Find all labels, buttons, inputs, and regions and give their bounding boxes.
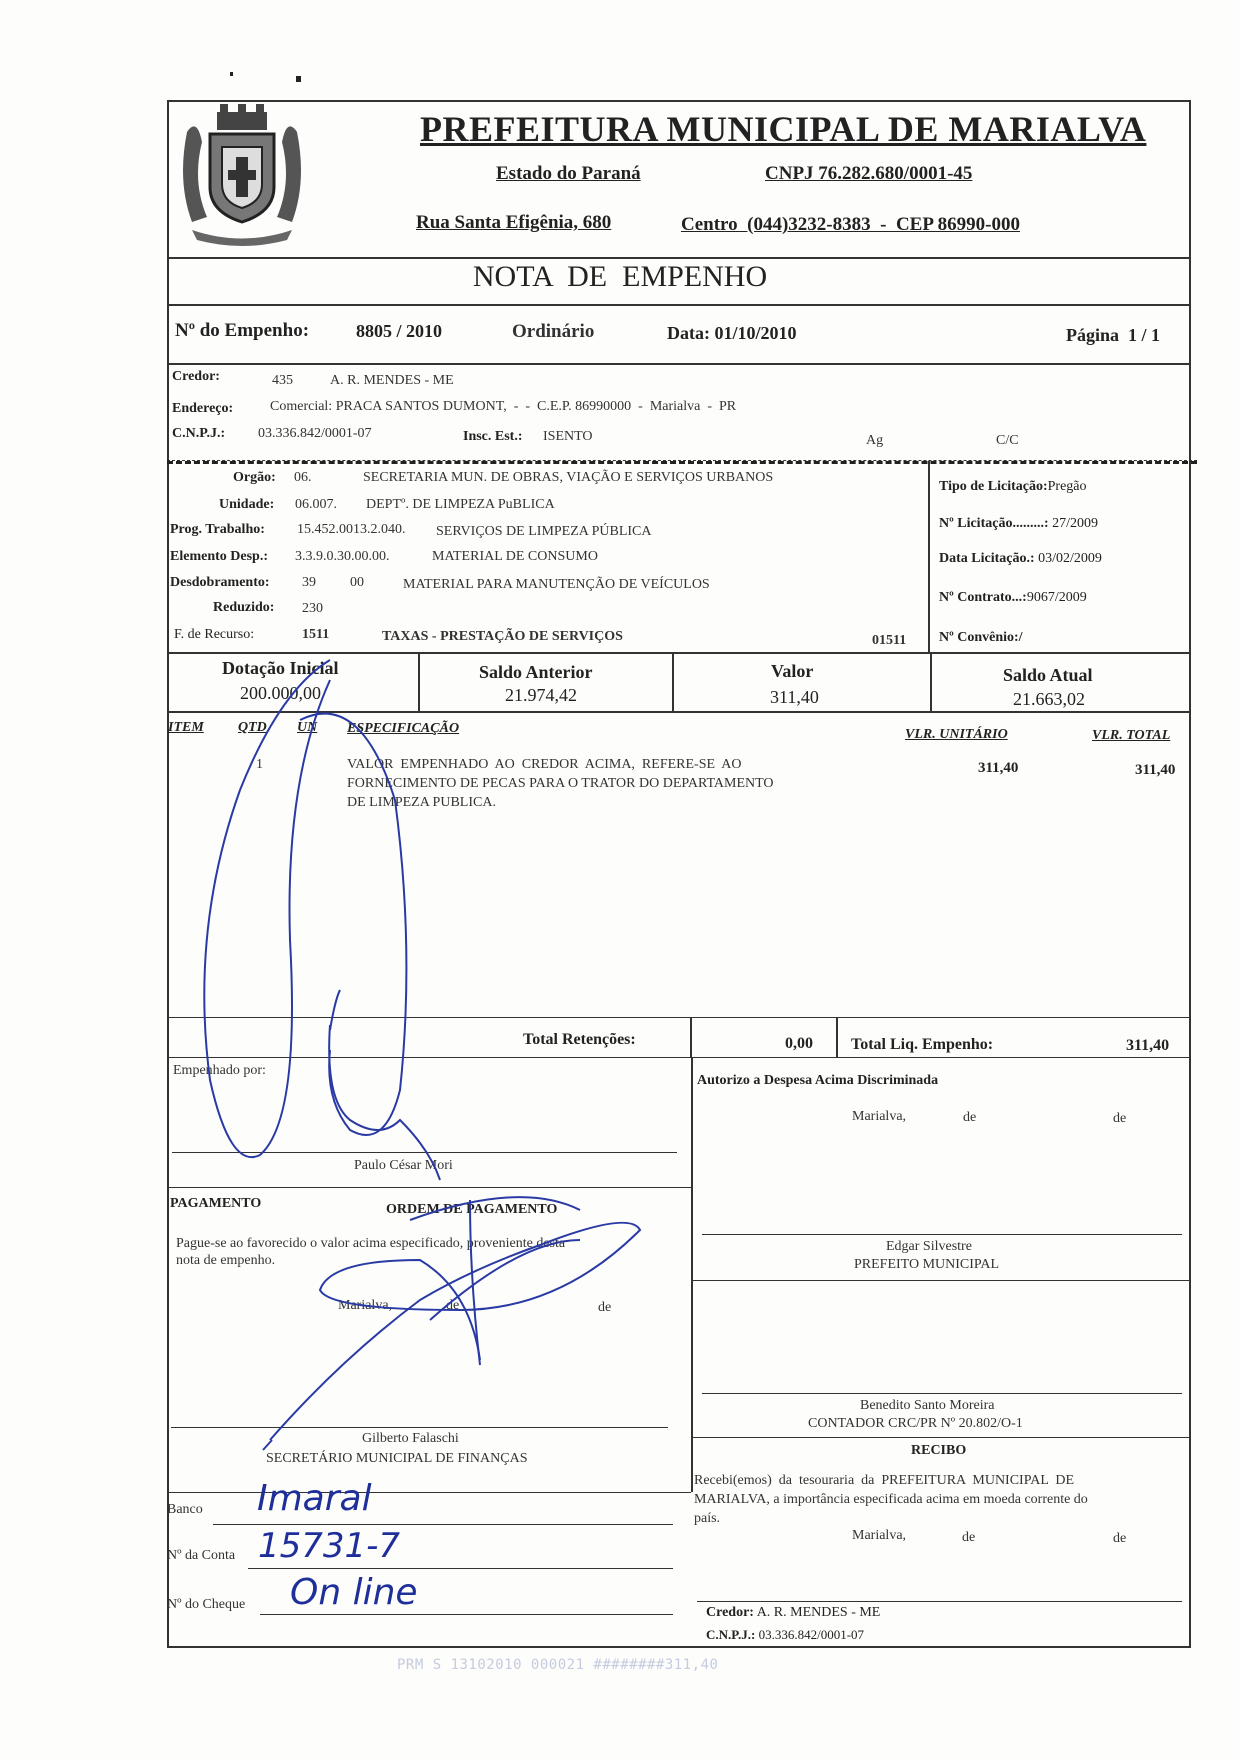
desdobramento-desc: MATERIAL PARA MANUTENÇÃO DE VEÍCULOS xyxy=(403,577,710,592)
empenhado-label: Empenhado por: xyxy=(173,1063,266,1078)
conta-label: Nº da Conta xyxy=(167,1548,236,1563)
unidade-value: 06.007. xyxy=(295,497,337,512)
elemento-label: Elemento Desp.: xyxy=(170,549,268,564)
col-qtd: QTD xyxy=(238,720,267,735)
insc-label: Insc. Est.: xyxy=(463,429,523,444)
pague-line-2: nota de empenho. xyxy=(176,1253,276,1268)
credor-label: Credor: xyxy=(172,369,220,384)
desdobramento-value-2: 00 xyxy=(350,575,364,590)
retencoes-value: 0,00 xyxy=(785,1035,813,1052)
col-especificacao: ESPECIFICAÇÃO xyxy=(347,721,460,736)
recibo-de-2: de xyxy=(1113,1531,1127,1546)
licitacao-tipo-label: Tipo de Licitação: xyxy=(939,479,1048,494)
unidade-label: Unidade: xyxy=(219,497,275,512)
credor-cnpj-label: C.N.P.J.: xyxy=(172,426,226,441)
ordem-de-1: de xyxy=(446,1298,460,1313)
cc-label: C/C xyxy=(996,433,1019,448)
licitacao-convenio: Nº Convênio:/ xyxy=(939,630,1023,645)
licitacao-contrato-value: 9067/2009 xyxy=(1026,590,1087,605)
empenho-type: Ordinário xyxy=(512,321,595,342)
credor-cnpj-value: 03.336.842/0001-07 xyxy=(258,426,372,441)
autorizo-place: Marialva, xyxy=(852,1109,907,1124)
credor-name: A. R. MENDES - ME xyxy=(330,373,454,388)
recibo-place: Marialva, xyxy=(852,1528,907,1543)
ordem-place: Marialva, xyxy=(338,1298,393,1313)
item-spec-line-2: FORNECIMENTO DE PECAS PARA O TRATOR DO DEPARTAMENTO xyxy=(347,776,774,791)
empenhado-name: Paulo César Mori xyxy=(354,1158,453,1173)
empenho-date: Data: 01/10/2010 xyxy=(667,323,797,343)
col-item: ITEM xyxy=(168,720,204,735)
credor-code: 435 xyxy=(272,373,293,388)
elemento-desc: MATERIAL DE CONSUMO xyxy=(432,549,598,564)
col-vlr-unitario: VLR. UNITÁRIO xyxy=(905,727,1008,742)
recurso-desc: TAXAS - PRESTAÇÃO DE SERVIÇOS xyxy=(382,629,623,644)
state-label: Estado do Paraná xyxy=(496,163,641,184)
ordem-pagamento-label: ORDEM DE PAGAMENTO xyxy=(386,1202,558,1217)
prog-desc: SERVIÇOS DE LIMPEZA PÚBLICA xyxy=(436,524,652,539)
bank-stamp: PRM S 13102010 000021 ########311,40 xyxy=(397,1657,719,1673)
insc-value: ISENTO xyxy=(543,429,593,444)
recibo-line-3: país. xyxy=(694,1511,721,1526)
licitacao-num-value: 27/2009 xyxy=(1052,516,1098,531)
recurso-label: F. de Recurso: xyxy=(174,627,255,642)
empenho-num-label: Nº do Empenho: xyxy=(175,320,310,341)
nota-title: NOTA DE EMPENHO xyxy=(472,260,768,293)
prefeitura-title: PREFEITURA MUNICIPAL DE MARIALVA xyxy=(420,109,1147,149)
licitacao-num-label: Nº Licitação.........: xyxy=(939,516,1049,531)
col-vlr-total: VLR. TOTAL xyxy=(1092,728,1171,743)
item-spec-line-3: DE LIMPEZA PUBLICA. xyxy=(347,795,496,810)
orgao-label: Orgão: xyxy=(233,470,276,485)
prog-value: 15.452.0013.2.040. xyxy=(297,522,406,537)
secretario-name: Gilberto Falaschi xyxy=(362,1431,459,1446)
prefeito-title: PREFEITO MUNICIPAL xyxy=(854,1257,1000,1272)
recibo-line-2: MARIALVA, a importância especificada acima em moeda corrente do xyxy=(694,1492,1088,1507)
recurso-value: 1511 xyxy=(302,627,330,642)
recibo-cnpj-value: 03.336.842/0001-07 xyxy=(758,1627,865,1642)
unidade-desc: DEPTº. DE LIMPEZA PuBLICA xyxy=(366,497,555,512)
saldo-atual-label: Saldo Atual xyxy=(1003,665,1093,685)
cnpj-label: CNPJ 76.282.680/0001-45 xyxy=(765,163,973,184)
saldo-anterior-value: 21.974,42 xyxy=(505,685,577,705)
contador-title: CONTADOR CRC/PR Nº 20.802/O-1 xyxy=(808,1416,1023,1431)
saldo-anterior-label: Saldo Anterior xyxy=(479,662,593,682)
dotacao-label: Dotação Inicial xyxy=(222,658,339,678)
prefeito-name: Edgar Silvestre xyxy=(886,1239,972,1254)
orgao-desc: SECRETARIA MUN. DE OBRAS, VIAÇÃO E SERVIÇOS URBANOS xyxy=(363,470,774,485)
licitacao-data-value: 03/02/2009 xyxy=(1038,551,1102,566)
address-contact: Centro (044)3232-8383 - CEP 86990-000 xyxy=(681,214,1020,235)
address-label: Rua Santa Efigênia, 680 xyxy=(416,212,612,233)
banco-value: Imaral xyxy=(257,1478,372,1519)
valor-label: Valor xyxy=(771,661,814,681)
licitacao-data-label: Data Licitação.: xyxy=(939,551,1035,566)
desdobramento-value: 39 xyxy=(302,575,316,590)
secretario-title: SECRETÁRIO MUNICIPAL DE FINANÇAS xyxy=(266,1451,528,1466)
col-un: UN xyxy=(297,720,318,735)
cheque-value: On line xyxy=(290,1572,418,1613)
dotacao-value: 200.000,00 xyxy=(240,683,321,703)
desdobramento-label: Desdobramento: xyxy=(170,575,270,590)
ordem-de-2: de xyxy=(598,1300,612,1315)
reduzido-label: Reduzido: xyxy=(213,600,275,615)
pague-line-1: Pague-se ao favorecido o valor acima especificado, proveniente desta xyxy=(176,1236,566,1251)
liq-empenho-value: 311,40 xyxy=(1126,1037,1170,1054)
autorizo-de-2: de xyxy=(1113,1111,1127,1126)
recibo-title: RECIBO xyxy=(911,1443,967,1458)
item-unit-value: 311,40 xyxy=(978,760,1019,776)
recibo-credor-label: Credor: xyxy=(706,1605,754,1620)
contador-name: Benedito Santo Moreira xyxy=(860,1398,995,1413)
recurso-code: 01511 xyxy=(872,633,907,648)
orgao-value: 06. xyxy=(294,470,312,485)
recibo-de-1: de xyxy=(962,1530,976,1545)
licitacao-tipo-value: Pregão xyxy=(1047,479,1087,494)
autorizo-label: Autorizo a Despesa Acima Discriminada xyxy=(697,1073,939,1088)
prog-label: Prog. Trabalho: xyxy=(170,522,265,537)
elemento-value: 3.3.9.0.30.00.00. xyxy=(295,549,390,564)
item-spec-line-1: VALOR EMPENHADO AO CREDOR ACIMA, REFERE-SE AO xyxy=(347,757,742,772)
pagamento-label: PAGAMENTO xyxy=(170,1196,262,1211)
valor-value: 311,40 xyxy=(770,687,819,707)
autorizo-de-1: de xyxy=(963,1110,977,1125)
page-number: Página 1 / 1 xyxy=(1066,325,1161,345)
empenho-num-value: 8805 / 2010 xyxy=(356,321,443,341)
item-qtd: 1 xyxy=(256,757,263,772)
recibo-cnpj-label: C.N.P.J.: xyxy=(706,1627,756,1642)
licitacao-contrato-label: Nº Contrato...: xyxy=(939,590,1027,605)
recibo-line-1: Recebi(emos) da tesouraria da PREFEITURA MUNICIPAL DE xyxy=(694,1473,1075,1488)
endereco-value: Comercial: PRACA SANTOS DUMONT, - - C.E.P. 86990000 - Marialva - PR xyxy=(270,399,737,414)
conta-value: 15731-7 xyxy=(258,1526,401,1566)
cheque-label: Nº do Cheque xyxy=(167,1597,246,1612)
retencoes-label: Total Retenções: xyxy=(523,1031,636,1048)
endereco-label: Endereço: xyxy=(172,401,234,416)
reduzido-value: 230 xyxy=(302,601,323,616)
liq-empenho-label: Total Liq. Empenho: xyxy=(851,1036,994,1053)
banco-label: Banco xyxy=(167,1502,203,1517)
item-total-value: 311,40 xyxy=(1135,762,1176,778)
saldo-atual-value: 21.663,02 xyxy=(1013,689,1085,709)
recibo-credor-value: A. R. MENDES - ME xyxy=(756,1605,881,1620)
ag-label: Ag xyxy=(866,433,884,448)
